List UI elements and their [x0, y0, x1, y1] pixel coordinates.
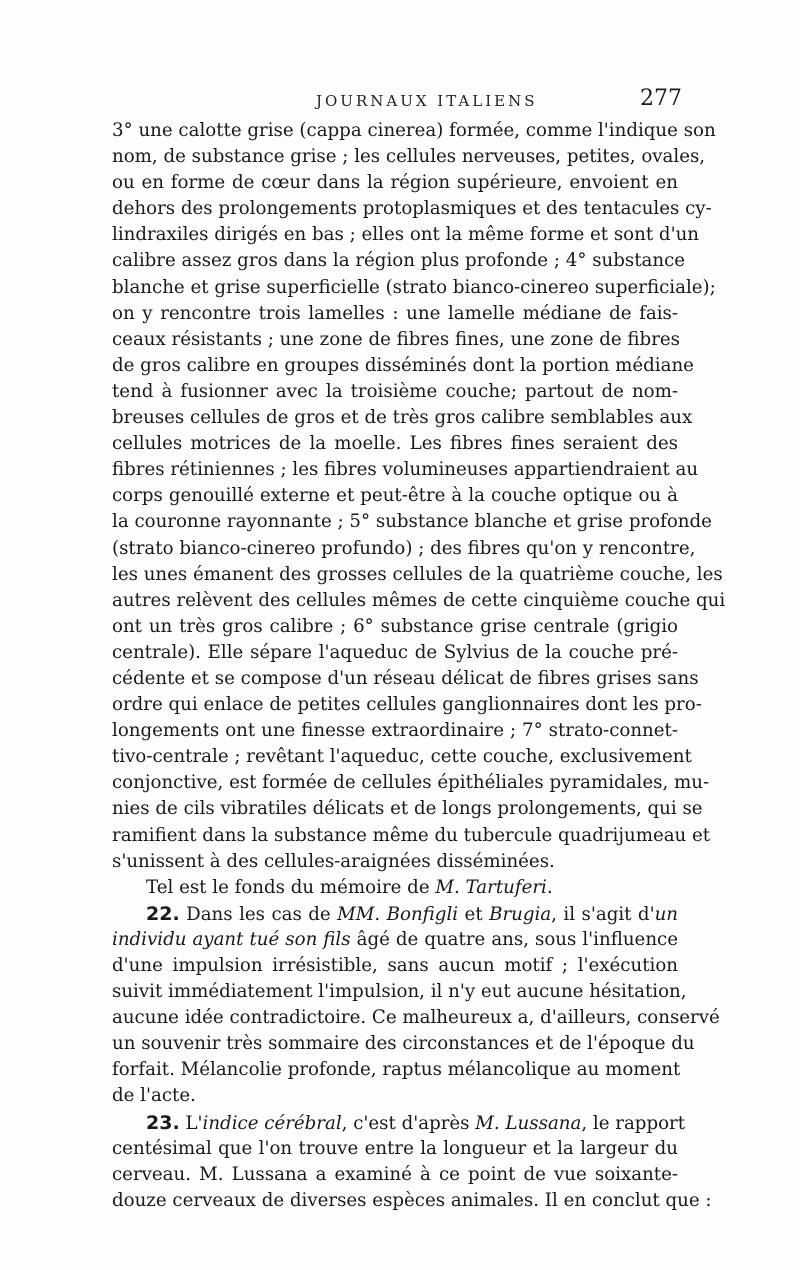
text-segment: dehors des prolongements protoplasmiques et des tentacules cy- — [112, 198, 712, 220]
text-segment: centésimal que l'on trouve entre la longueur et la largeur du — [112, 1137, 678, 1159]
text-line — [112, 509, 712, 535]
text-segment: calibre assez gros dans la région plus profonde ; 4° substance — [112, 250, 686, 272]
text-segment: suivit immédiatement l'impulsion, il n'y eut aucune hésitation, — [112, 981, 687, 1003]
running-header — [0, 86, 800, 116]
text-line — [112, 770, 710, 796]
text-line — [112, 1005, 720, 1031]
text-line — [112, 1083, 678, 1109]
text-line — [112, 640, 678, 666]
text-segment: L' — [179, 1112, 203, 1134]
text-line — [112, 118, 716, 144]
text-segment: , le rapport — [581, 1112, 686, 1134]
text-line — [112, 744, 692, 770]
text-segment: ont un très gros calibre ; 6° substance grise centrale (grigio — [112, 615, 678, 637]
text-line — [112, 692, 702, 718]
text-segment: forfait. Mélancolie profonde, raptus mélancolique au moment — [112, 1059, 681, 1081]
text-segment: et — [458, 903, 490, 925]
text-segment: (strato bianco-cinereo profundo) ; des fibres qu'on y rencontre, — [112, 537, 696, 559]
page-number: 277 — [640, 86, 682, 111]
text-line — [112, 196, 712, 222]
text-segment: s'unissent à des cellules-araignées disséminées. — [112, 850, 555, 872]
text-segment: indice cérébral — [202, 1112, 342, 1134]
text-segment: M. Lussana — [475, 1112, 582, 1134]
text-line — [112, 1110, 686, 1136]
text-segment: breuses cellules de gros et de très gros calibre semblables aux — [112, 407, 693, 429]
text-segment: . — [546, 876, 553, 898]
text-line — [112, 301, 678, 327]
text-segment: cellules motrices de la moelle. Les fibres fines seraient des — [112, 433, 678, 455]
text-segment: on y rencontre trois lamelles : une lamelle médiane de fais- — [112, 302, 678, 324]
text-segment: cerveau. M. Lussana a examiné à ce point de vue soixante- — [112, 1163, 678, 1185]
text-segment: conjonctive, est formée de cellules épithéliales pyramidales, mu- — [112, 772, 710, 794]
text-line — [112, 588, 726, 614]
text-segment: de l'acte. — [112, 1085, 196, 1107]
text-line — [112, 823, 711, 849]
text-segment: tivo-centrale ; revêtant l'aqueduc, cette couche, exclusivement — [112, 746, 692, 768]
text-segment: ou en forme de cœur dans la région supérieure, envoient en — [112, 172, 678, 194]
text-line — [112, 718, 678, 744]
text-line — [112, 1188, 712, 1214]
text-segment: douze cerveaux de diverses espèces animales. Il en conclut que : — [112, 1189, 712, 1211]
text-line — [112, 170, 678, 196]
text-segment: un souvenir très sommaire des circonstances et de l'époque du — [112, 1033, 695, 1055]
text-segment: tend à fusionner avec la troisième couche; partout de nom- — [112, 380, 678, 402]
text-line — [112, 405, 693, 431]
text-line — [112, 1162, 678, 1188]
text-line — [112, 222, 699, 248]
text-line — [112, 614, 678, 640]
text-segment: individu ayant tué son fils — [112, 928, 351, 950]
text-segment: d'une impulsion irrésistible, sans aucun motif ; l'exécution — [112, 955, 678, 976]
text-segment: longements ont une finesse extraordinaire ; 7° strato-connet- — [112, 720, 678, 742]
text-segment: corps genouillé externe et peut-être à la couche optique ou à — [112, 485, 678, 507]
text-segment: la couronne rayonnante ; 5° substance blanche et grise profonde — [112, 511, 712, 533]
text-line — [112, 353, 694, 379]
body-text — [112, 118, 726, 1214]
text-line — [112, 1136, 678, 1162]
text-segment: MM. Bonfigli — [337, 903, 459, 925]
text-line — [112, 431, 678, 457]
text-segment: Brugia — [489, 903, 552, 925]
text-segment: , il s'agit d' — [551, 903, 655, 925]
text-segment: M. Tartuferi — [435, 876, 547, 898]
text-line — [112, 849, 678, 875]
text-line — [112, 1031, 695, 1057]
text-line — [112, 927, 678, 953]
text-segment: âgé de quatre ans, sous l'influence — [350, 928, 678, 950]
text-line — [112, 796, 703, 822]
text-line — [112, 979, 687, 1005]
section-number: 22. — [146, 902, 180, 925]
text-segment: ceaux résistants ; une zone de fibres fines, une zone de fibres — [112, 328, 680, 350]
text-segment: aucune idée contradictoire. Ce malheureux a, d'ailleurs, conservé — [112, 1007, 720, 1029]
text-line — [112, 248, 686, 274]
text-segment: cédente et se compose d'un réseau délicat de fibres grises sans — [112, 667, 699, 689]
text-segment: , c'est d'après — [341, 1112, 476, 1134]
text-line — [112, 953, 678, 979]
text-segment: Dans les cas de — [179, 903, 338, 925]
text-line — [112, 666, 699, 692]
text-segment: nies de cils vibratiles délicats et de longs prolongements, qui se — [112, 798, 703, 820]
text-line — [112, 562, 723, 588]
text-segment: 3° une calotte grise (cappa cinerea) formée, comme l'indique son — [112, 120, 716, 141]
text-line — [112, 875, 678, 901]
text-segment: Tel est le fonds du mémoire de — [146, 876, 436, 898]
text-segment: un — [654, 903, 679, 925]
text-segment: centrale). Elle sépare l'aqueduc de Sylvius de la couche pré- — [112, 641, 678, 663]
text-line — [112, 457, 699, 483]
text-segment: les unes émanent des grosses cellules de la quatrième couche, les — [112, 563, 723, 585]
section-number: 23. — [146, 1111, 180, 1134]
text-segment: fibres rétiniennes ; les fibres volumineuses appartiendraient au — [112, 459, 699, 481]
text-line — [112, 144, 706, 170]
text-line — [112, 327, 678, 353]
text-segment: ordre qui enlace de petites cellules ganglionnaires dont les pro- — [112, 694, 702, 716]
text-segment: nom, de substance grise ; les cellules nerveuses, petites, ovales, — [112, 146, 706, 168]
text-line — [112, 483, 678, 509]
text-segment: ramifient dans la substance même du tubercule quadrijumeau et — [112, 824, 711, 846]
text-segment: blanche et grise superficielle (strato bianco-cinereo superficiale); — [112, 276, 716, 298]
text-line — [112, 275, 716, 301]
text-segment: autres relèvent des cellules mêmes de cette cinquième couche qui — [112, 589, 726, 611]
text-line — [112, 379, 678, 405]
text-segment: de gros calibre en groupes disséminés dont la portion médiane — [112, 354, 694, 376]
running-title: JOURNAUX ITALIENS — [316, 92, 538, 110]
text-line — [112, 1057, 681, 1083]
text-segment: lindraxiles dirigés en bas ; elles ont la même forme et sont d'un — [112, 224, 699, 246]
text-line — [112, 901, 678, 927]
text-line — [112, 536, 696, 562]
